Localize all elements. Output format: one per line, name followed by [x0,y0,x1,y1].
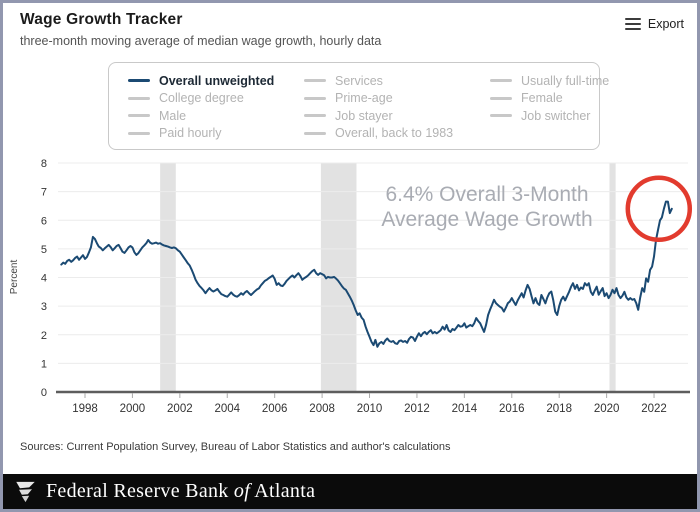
legend-line-swatch [128,132,150,135]
x-tick-label: 2002 [167,403,193,415]
page-title: Wage Growth Tracker [20,11,183,28]
legend-item-label: Services [335,73,383,88]
legend-item-job-stayer[interactable] [304,107,490,125]
legend-line-swatch [490,114,512,117]
legend-item-label: Male [159,108,187,123]
legend-line-swatch [128,114,150,117]
x-tick-label: 2020 [593,403,620,415]
footer-bar [3,474,697,509]
x-tick-label: 2012 [404,403,430,415]
legend-item-usually-full-time[interactable] [490,72,609,90]
x-tick-label: 2006 [261,403,288,415]
y-axis-title: Percent [9,259,20,295]
legend-item-job-switcher[interactable] [490,107,609,125]
series-legend [108,62,610,150]
x-tick-label: 2000 [119,403,146,415]
legend-line-swatch [304,114,326,117]
legend-item-label: Job switcher [521,108,591,123]
legend-line-swatch [304,97,326,100]
export-button[interactable] [625,17,684,31]
legend-item-female[interactable] [490,90,609,108]
legend-item-prime-age[interactable] [304,90,490,108]
x-tick-label: 2004 [214,403,241,415]
atlanta-fed-eagle-icon [14,480,37,504]
y-tick-label: 1 [40,358,47,371]
export-label: Export [647,17,684,31]
legend-line-swatch [490,79,512,82]
x-tick-label: 2016 [498,403,525,415]
chart-canvas [3,153,697,433]
legend-item-label: Prime-age [335,91,393,106]
legend-item-services[interactable] [304,72,490,90]
legend-line-swatch [128,97,150,100]
x-tick-label: 1998 [72,403,98,415]
x-tick-label: 2018 [546,403,572,415]
legend-item-label: Usually full-time [521,73,610,88]
page-subtitle: three-month moving average of median wage growth, hourly data [20,34,382,48]
x-tick-label: 2014 [451,403,478,415]
legend-item-male[interactable] [128,107,304,125]
annotation-line-1: 6.4% Overall 3-Month [385,183,589,206]
annotation-line-2: Average Wage Growth [381,208,593,231]
y-tick-label: 4 [40,272,47,285]
x-tick-label: 2010 [356,403,383,415]
sources-note: Sources: Current Population Survey, Bureau of Labor Statistics and author's calculations [20,441,451,453]
legend-item-overall-unweighted[interactable] [128,72,304,90]
y-tick-label: 5 [40,243,47,256]
legend-line-swatch [128,79,150,82]
y-tick-label: 2 [40,329,47,342]
footer-bank-name: Federal Reserve Bank of Atlanta [46,480,316,502]
legend-item-label: Female [521,91,563,106]
menu-icon [625,18,641,31]
legend-item-paid-hourly[interactable] [128,125,304,143]
legend-item-overall-back-to-1983[interactable] [304,125,490,143]
legend-line-swatch [304,79,326,82]
wage-growth-chart [3,153,697,433]
y-tick-label: 0 [40,387,47,399]
y-tick-label: 8 [40,158,47,170]
legend-item-label: Overall unweighted [159,73,275,88]
legend-item-label: Overall, back to 1983 [335,126,454,141]
x-tick-label: 2008 [309,403,335,415]
legend-item-label: College degree [159,91,244,106]
legend-item-college-degree[interactable] [128,90,304,108]
y-tick-label: 7 [40,186,47,199]
legend-line-swatch [304,132,326,135]
y-tick-label: 3 [40,301,47,314]
footer-of-word: of [233,480,251,502]
y-tick-label: 6 [40,215,47,228]
legend-item-label: Paid hourly [159,126,222,141]
legend-item-label: Job stayer [335,108,393,123]
x-tick-label: 2022 [641,403,667,415]
legend-line-swatch [490,97,512,100]
